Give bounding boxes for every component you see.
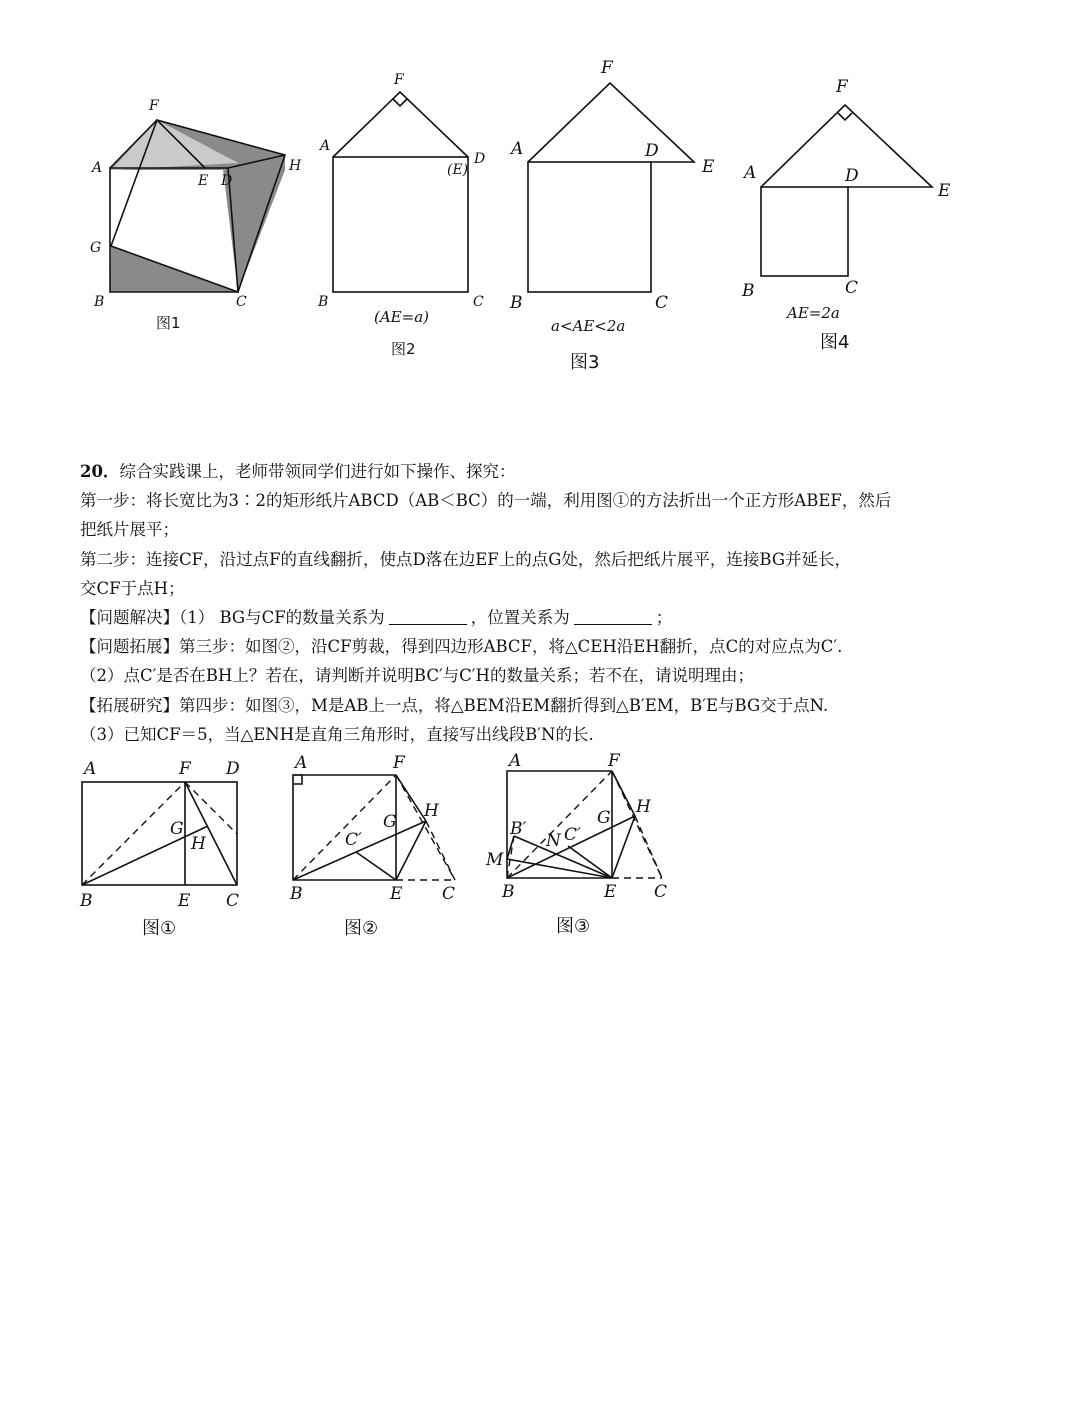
fig3-label-d: D bbox=[645, 141, 659, 161]
figa-label-d: D bbox=[226, 759, 240, 779]
fig4-label-c: C bbox=[845, 278, 859, 298]
figc-label-g: G bbox=[597, 808, 611, 828]
figure-1 bbox=[90, 98, 302, 332]
figb-label-c: C bbox=[442, 884, 456, 904]
figb-label-c-prime: C′ bbox=[345, 830, 362, 850]
fig2-label-a: A bbox=[320, 138, 331, 154]
fig1-label-e: E bbox=[198, 173, 209, 189]
figc-caption: 图③ bbox=[556, 916, 591, 937]
figure-3 bbox=[509, 58, 715, 373]
fig2-caption: 图2 bbox=[391, 340, 416, 358]
figure-c bbox=[485, 751, 667, 937]
fig3-condition: a<AE<2a bbox=[551, 317, 626, 335]
fig2-label-f: F bbox=[394, 72, 404, 88]
fig3-label-a: A bbox=[511, 139, 524, 159]
step2-line-2: 交CF于点H； bbox=[80, 578, 185, 598]
problem-20 bbox=[80, 457, 1010, 749]
figb-label-b: B bbox=[290, 884, 303, 904]
figure-4 bbox=[741, 77, 951, 353]
question-1-line bbox=[80, 603, 1010, 632]
figc-label-c: C bbox=[654, 882, 668, 902]
figc-label-f: F bbox=[608, 751, 620, 771]
problem-number: 20． bbox=[80, 462, 120, 481]
fig4-label-e: E bbox=[938, 181, 951, 201]
fig4-label-d: D bbox=[845, 166, 859, 186]
q1-end: ； bbox=[655, 608, 673, 628]
fig2-label-e: (E) bbox=[447, 162, 469, 178]
figc-label-m: M bbox=[486, 850, 504, 870]
figa-label-g: G bbox=[170, 819, 184, 839]
figure-b bbox=[289, 753, 455, 939]
figc-label-c-prime: C′ bbox=[564, 825, 581, 845]
figc-label-a: A bbox=[509, 751, 522, 771]
question-2-intro: 【问题拓展】第三步：如图②，沿CF剪裁，得到四边形ABCF，将△CEH沿EH翻折，点C的对应点为C′. bbox=[80, 637, 843, 657]
fig2-label-d: D bbox=[474, 151, 486, 167]
figb-label-e: E bbox=[390, 884, 403, 904]
figc-label-b: B bbox=[502, 882, 515, 902]
figc-label-h: H bbox=[636, 797, 651, 817]
fig1-label-d: D bbox=[221, 173, 233, 189]
fig1-label-a: A bbox=[92, 160, 103, 176]
figc-label-n: N bbox=[546, 831, 561, 851]
figa-label-f: F bbox=[179, 759, 191, 779]
fig1-label-b: B bbox=[94, 294, 105, 310]
fig1-label-g: G bbox=[90, 240, 102, 256]
fig2-condition: (AE=a) bbox=[374, 308, 429, 326]
q1-prefix: 【问题解决】（1） BG与CF的数量关系为 bbox=[80, 608, 385, 628]
step2-line-1: 第二步：连接CF，沿过点F的直线翻折，使点D落在边EF上的点G处，然后把纸片展平，连接BG并延长， bbox=[80, 549, 852, 569]
fig3-label-f: F bbox=[601, 58, 613, 78]
figc-label-b-prime: B′ bbox=[510, 819, 527, 839]
fig1-label-f: F bbox=[149, 98, 159, 114]
figc-label-e: E bbox=[604, 882, 617, 902]
problem-intro-line bbox=[80, 457, 1010, 486]
figb-label-f: F bbox=[393, 753, 405, 773]
fig4-label-a: A bbox=[744, 163, 757, 183]
figa-label-e: E bbox=[178, 891, 191, 911]
problem-intro: 综合实践课上，老师带领同学们进行如下操作、探究： bbox=[119, 462, 516, 481]
fig3-label-b: B bbox=[510, 293, 523, 313]
figure-a bbox=[79, 759, 240, 939]
figa-label-h: H bbox=[191, 834, 206, 854]
fig1-caption: 图1 bbox=[156, 314, 181, 332]
step1-line-2: 把纸片展平； bbox=[80, 520, 179, 540]
fig4-label-b: B bbox=[742, 281, 755, 301]
fig2-label-c: C bbox=[473, 294, 484, 310]
fig4-condition: AE=2a bbox=[787, 304, 840, 322]
figa-label-a: A bbox=[84, 759, 97, 779]
question-3-intro: 【拓展研究】第四步：如图③，M是AB上一点，将△BEM沿EM翻折得到△B′EM，B′E与BG交于点N. bbox=[80, 695, 829, 715]
fig3-caption: 图3 bbox=[570, 352, 600, 373]
step1-line-1: 第一步：将长宽比为3∶2的矩形纸片ABCD（AB＜BC）的一端，利用图①的方法折出一个正方形ABEF，然后 bbox=[80, 491, 892, 511]
figb-label-g: G bbox=[383, 812, 397, 832]
fig1-label-c: C bbox=[236, 294, 247, 310]
q1-mid: ，位置关系为 bbox=[470, 608, 570, 628]
question-3: （3）已知CF＝5，当△ENH是直角三角形时，直接写出线段B′N的长. bbox=[80, 724, 594, 744]
fig3-label-e: E bbox=[702, 157, 715, 177]
figb-label-a: A bbox=[295, 753, 308, 773]
fig4-caption: 图4 bbox=[820, 332, 850, 353]
figa-caption: 图① bbox=[142, 918, 177, 939]
figb-caption: 图② bbox=[344, 918, 379, 939]
figb-label-h: H bbox=[424, 801, 439, 821]
fig2-label-b: B bbox=[318, 294, 329, 310]
fig3-label-c: C bbox=[655, 293, 669, 313]
figa-label-b: B bbox=[80, 891, 93, 911]
q1-answer-blank-quantity[interactable] bbox=[389, 608, 467, 625]
fig4-label-f: F bbox=[836, 77, 848, 97]
figa-label-c: C bbox=[226, 891, 240, 911]
q1-answer-blank-position[interactable] bbox=[574, 608, 652, 625]
fig1-label-h: H bbox=[289, 158, 302, 174]
figure-2 bbox=[317, 72, 485, 358]
question-2: （2）点C′是否在BH上？若在，请判断并说明BC′与C′H的数量关系；若不在，请说明理由； bbox=[80, 666, 754, 686]
